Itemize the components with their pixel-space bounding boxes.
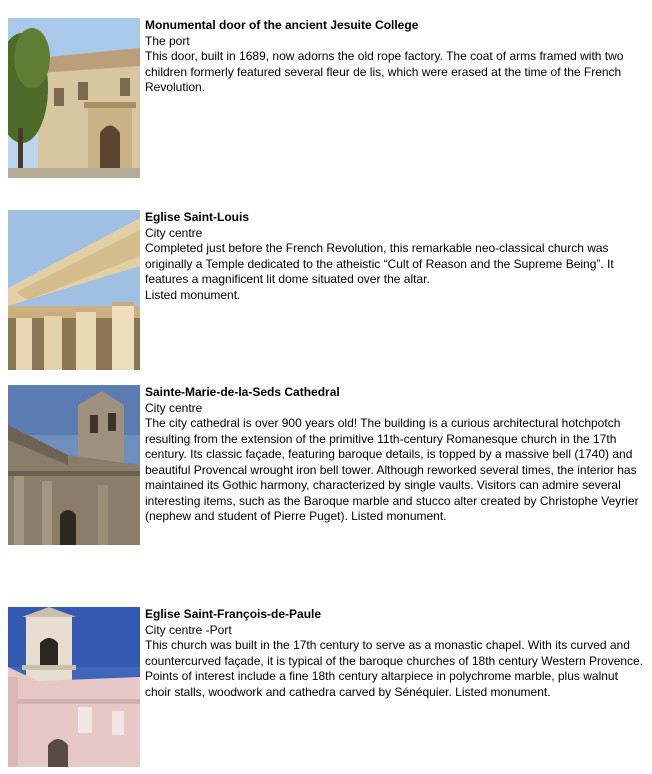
entry-title: Eglise Saint-François-de-Paule <box>145 607 322 621</box>
entry-text <box>145 18 645 96</box>
entry-title: Sainte-Marie-de-la-Seds Cathedral <box>145 385 340 399</box>
entry-listed-note: Listed monument. <box>145 287 241 302</box>
entry-location: The port <box>145 33 190 48</box>
entry-location: City centre <box>145 400 203 415</box>
entry-description: Completed just before the French Revolution, this remarkable neo-classical church was originally a Temple dedicated to the atheistic “Cult of Reason and the Supreme Being”. It features a magnificent lit dome situated over the altar. <box>145 241 614 286</box>
photo-saint-francois <box>8 607 140 767</box>
entry-location: City centre <box>145 225 203 240</box>
entry-description: This door, built in 1689, now adorns the old rope factory. The coat of arms framed with two children formerly featured several fleur de lis, which were erased at the time of the French Revolution. <box>145 49 624 94</box>
entry-title: Eglise Saint-Louis <box>145 210 250 224</box>
photo-cathedral <box>8 385 140 545</box>
photo-jesuit-college-door <box>8 18 140 178</box>
entry-location: City centre -Port <box>145 622 232 637</box>
entry-description: This church was built in the 17th century to serve as a monastic chapel. With its curved and countercurved façade, it is typical of the baroque churches of 18th century Western Provence. Points of interest include a fine 18th century altarpiece in polychrome marble, plus walnut choir stalls, woodwork and cathedra carved by Sénéquier. Listed monument. <box>145 638 644 699</box>
entry-text <box>145 385 645 525</box>
entry-text <box>145 607 645 700</box>
entry-title: Monumental door of the ancient Jesuite College <box>145 18 419 32</box>
photo-eglise-saint-louis <box>8 210 140 370</box>
entry-description: The city cathedral is over 900 years old! The building is a curious architectural hotchpotch resulting from the extension of the primitive 11th-century Romanesque church in the 17th century. Its classic façade, featuring baroque details, is topped by a massive bell (1740) and beautiful Provencal wrought iron bell tower. Although reworked several times, the interior has maintained its Gothic harmony, characterized by single vaults. Visitors can admire several interesting items, such as the Baroque marble and stucco alter created by Christophe Veyrier (nephew and student of Pierre Puget). Listed monument. <box>145 416 639 523</box>
entry-text <box>145 210 645 303</box>
